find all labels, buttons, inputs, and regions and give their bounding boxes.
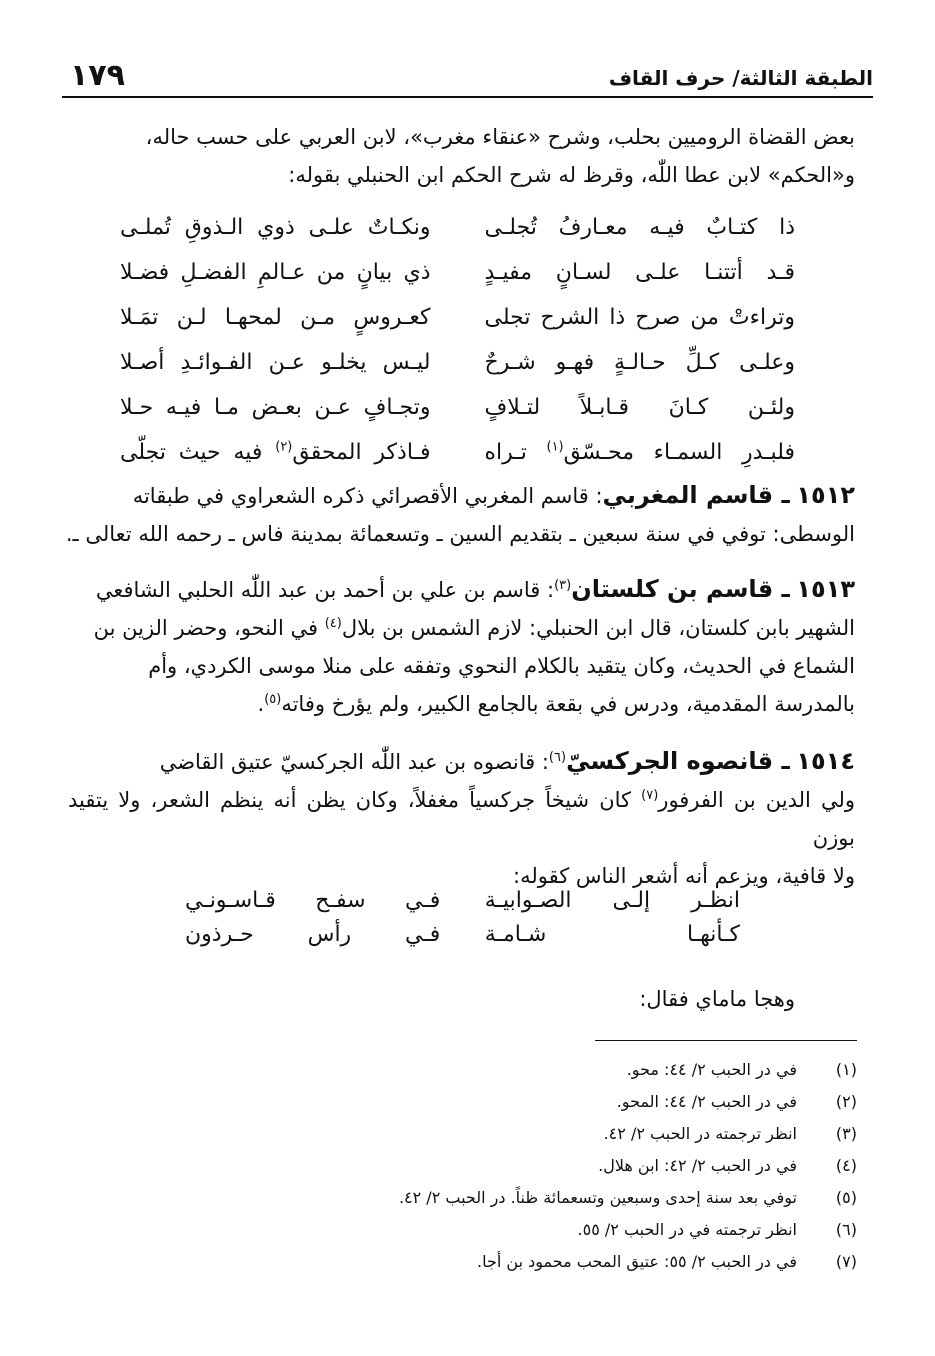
verse-hemistich-first: [485, 433, 796, 478]
verse-hemistich-second: فـي رأس حـرذون: [185, 922, 441, 947]
verse-line: [120, 388, 795, 433]
closing-text: وهجا ماماي فقال:: [639, 987, 795, 1011]
entry-line: [62, 476, 855, 515]
verse-hemistich-second: ذي بيانٍ من عـالمِ الفضـلِ فضـلا: [120, 260, 431, 285]
intro-line: بعض القضاة الروميين بحلب، وشرح «عنقاء مغرب»، لابن العربي على حسب حاله،: [145, 125, 855, 149]
footnote-text: في در الحبب ٢/ ٤٤: المحو.: [616, 1092, 797, 1111]
footnote-ref: (٥): [264, 692, 282, 707]
footnote-number: (١): [835, 1060, 857, 1079]
verse-hemistich-second: وتجـافٍ عـن بعـض مـا فيـه حـلا: [120, 395, 431, 420]
entry-line: [68, 742, 855, 781]
verse-hemistich-first: وتراءتْ من صرح ذا الشرح تجلى: [484, 305, 795, 330]
entry-text: .: [257, 692, 265, 716]
verse-hemistich-first: قـد أتتنـا علـى لسـانٍ مفيـدٍ: [484, 260, 795, 285]
footnote-text: في در الحبب ٢/ ٤٤: محو.: [626, 1060, 797, 1079]
entry-line: [68, 685, 855, 723]
footnote-text: توفي بعد سنة إحدى وسبعين وتسعمائة ظناً. در الحبب ٢/ ٤٢.: [398, 1188, 797, 1207]
footnote: [60, 1150, 857, 1182]
footnote: [60, 1118, 857, 1150]
verse-line: [185, 918, 740, 952]
entry-line: الشماع في الحديث، وكان يتقيد بالكلام النحوي وتفقه على منلا موسى الكردي، وأم: [148, 654, 855, 678]
page-header: [62, 58, 873, 98]
entry-name: ـ قانصوه الجركسيّ: [566, 747, 790, 775]
footnote-ref: (٣): [554, 578, 572, 593]
entry-text: : قاسم المغربي الأقصرائي ذكره الشعراوي في طبقاته: [132, 484, 603, 508]
entry-text: في النحو، وحضر الزين بن: [93, 616, 325, 640]
footnote: [60, 1246, 857, 1278]
entry-number: ١٥١٢: [796, 481, 855, 509]
footnote-number: (٢): [835, 1092, 857, 1111]
verse-hemistich-first: ولئـن كـانَ قـابـلاً لتـلافٍ: [484, 395, 795, 420]
verse-text: فيه حيث تجلّى: [120, 440, 276, 465]
verse-hemistich-first: وعلـى كـلِّ حـالـةٍ فهـو شـرحٌ: [484, 350, 795, 375]
entry-text: بالمدرسة المقدمية، ودرس في بقعة بالجامع الكبير، ولم يؤرخ وفاته: [281, 692, 855, 716]
verse-hemistich-second: فـي سفـح قـاسـونـي: [185, 888, 441, 913]
footnote-text: في در الحبب ٢/ ٤٢: ابن هلال.: [598, 1156, 797, 1175]
footnote-ref: (١): [546, 439, 564, 455]
verse-hemistich-first: كـأنهـا شـامـة: [484, 922, 740, 947]
entry-text: : قانصوه بن عبد اللّٰه الجركسيّ عتيق القاضي: [159, 750, 549, 774]
entry-line: ولا قافية، ويزعم أنه أشعر الناس كقوله:: [513, 864, 855, 888]
footnote-number: (٧): [835, 1252, 857, 1271]
verse-line: [120, 433, 795, 478]
poem-praise: [120, 208, 795, 478]
verse-hemistich-second: كعـروسٍ مـن لمحهـا لـن تمَـلا: [120, 305, 431, 330]
footnote-separator: [595, 1040, 857, 1041]
page-number: ١٧٩: [70, 58, 125, 93]
verse-hemistich-second: [120, 433, 431, 478]
entry-number: ١٥١٤: [796, 747, 855, 775]
footnote-ref: (٢): [275, 439, 293, 455]
footnote-text: في در الحبب ٢/ ٥٥: عتيق المحب محمود بن أجا.: [477, 1252, 797, 1271]
footnote: [60, 1182, 857, 1214]
verse-line: [120, 298, 795, 343]
entry-number: ١٥١٣: [796, 575, 855, 603]
footnote-number: (٣): [835, 1124, 857, 1143]
entry-text: كان شيخاً جركسياً مغفلاً، وكان يظن أنه ينظم الشعر، ولا يتقيد بوزن: [68, 788, 855, 850]
entry-text: : قاسم بن علي بن أحمد بن عبد اللّٰه الحلبي الشافعي: [95, 578, 555, 602]
verse-text: تـراه: [484, 440, 547, 465]
verse-text: فـاذكر المحقق: [292, 440, 431, 465]
footnote-ref: (٧): [641, 788, 659, 803]
verse-line: [120, 343, 795, 388]
entry-line: [68, 781, 855, 857]
footnote-number: (٥): [835, 1188, 857, 1207]
entry-1512: [62, 476, 855, 553]
entry-1513: [68, 570, 855, 723]
entry-name: ـ قاسم بن كلستان: [571, 575, 790, 603]
entry-text: الشهير بابن كلستان، قال ابن الحنبلي: لازم الشمس بن بلال: [341, 616, 855, 640]
entry-line: [68, 609, 855, 647]
entry-1514: [68, 742, 855, 895]
footnote-number: (٦): [835, 1220, 857, 1239]
footnote: [60, 1214, 857, 1246]
poem-qansuh: [185, 884, 740, 952]
verse-line: [120, 253, 795, 298]
intro-paragraph: [68, 118, 855, 194]
running-title: الطبقة الثالثة/ حرف القاف: [608, 66, 873, 90]
footnotes: [60, 1054, 857, 1278]
entry-line: الوسطى: توفي في سنة سبعين ـ بتقديم السين ـ وتسعمائة بمدينة فاس ـ رحمه الله تعالى ـ.: [65, 522, 855, 546]
verse-line: [185, 884, 740, 918]
intro-line: و«الحكم» لابن عطا اللّٰه، وقرظ له شرح الحكم ابن الحنبلي بقوله:: [288, 163, 855, 187]
footnote-text: انظر ترجمته در الحبب ٢/ ٤٢.: [603, 1124, 797, 1143]
verse-hemistich-second: ونكـاتٌ علـى ذوي الـذوقِ تُملـى: [120, 215, 431, 240]
footnote-number: (٤): [835, 1156, 857, 1175]
entry-text: ولي الدين بن الفرفور: [658, 788, 856, 812]
verse-hemistich-first: ذا كتـابٌ فيـه معـارفُ تُجلـى: [484, 215, 795, 240]
closing-line: [68, 980, 795, 1018]
entry-line: [68, 570, 855, 609]
verse-hemistich-second: ليـس يخلـو عـن الفـوائـدِ أصـلا: [120, 350, 431, 375]
verse-text: فلبـدرِ السمـاء محـسّق: [563, 440, 795, 465]
verse-hemistich-first: انظـر إلـى الصـوابيـة: [484, 888, 740, 913]
header-rule: [62, 96, 873, 98]
footnote-ref: (٦): [548, 750, 567, 765]
entry-name: ـ قاسم المغربي: [602, 481, 790, 509]
footnote-text: انظر ترجمته في در الحبب ٢/ ٥٥.: [577, 1220, 797, 1239]
footnote: [60, 1054, 857, 1086]
verse-line: [120, 208, 795, 253]
footnote-ref: (٤): [324, 616, 342, 631]
footnote: [60, 1086, 857, 1118]
